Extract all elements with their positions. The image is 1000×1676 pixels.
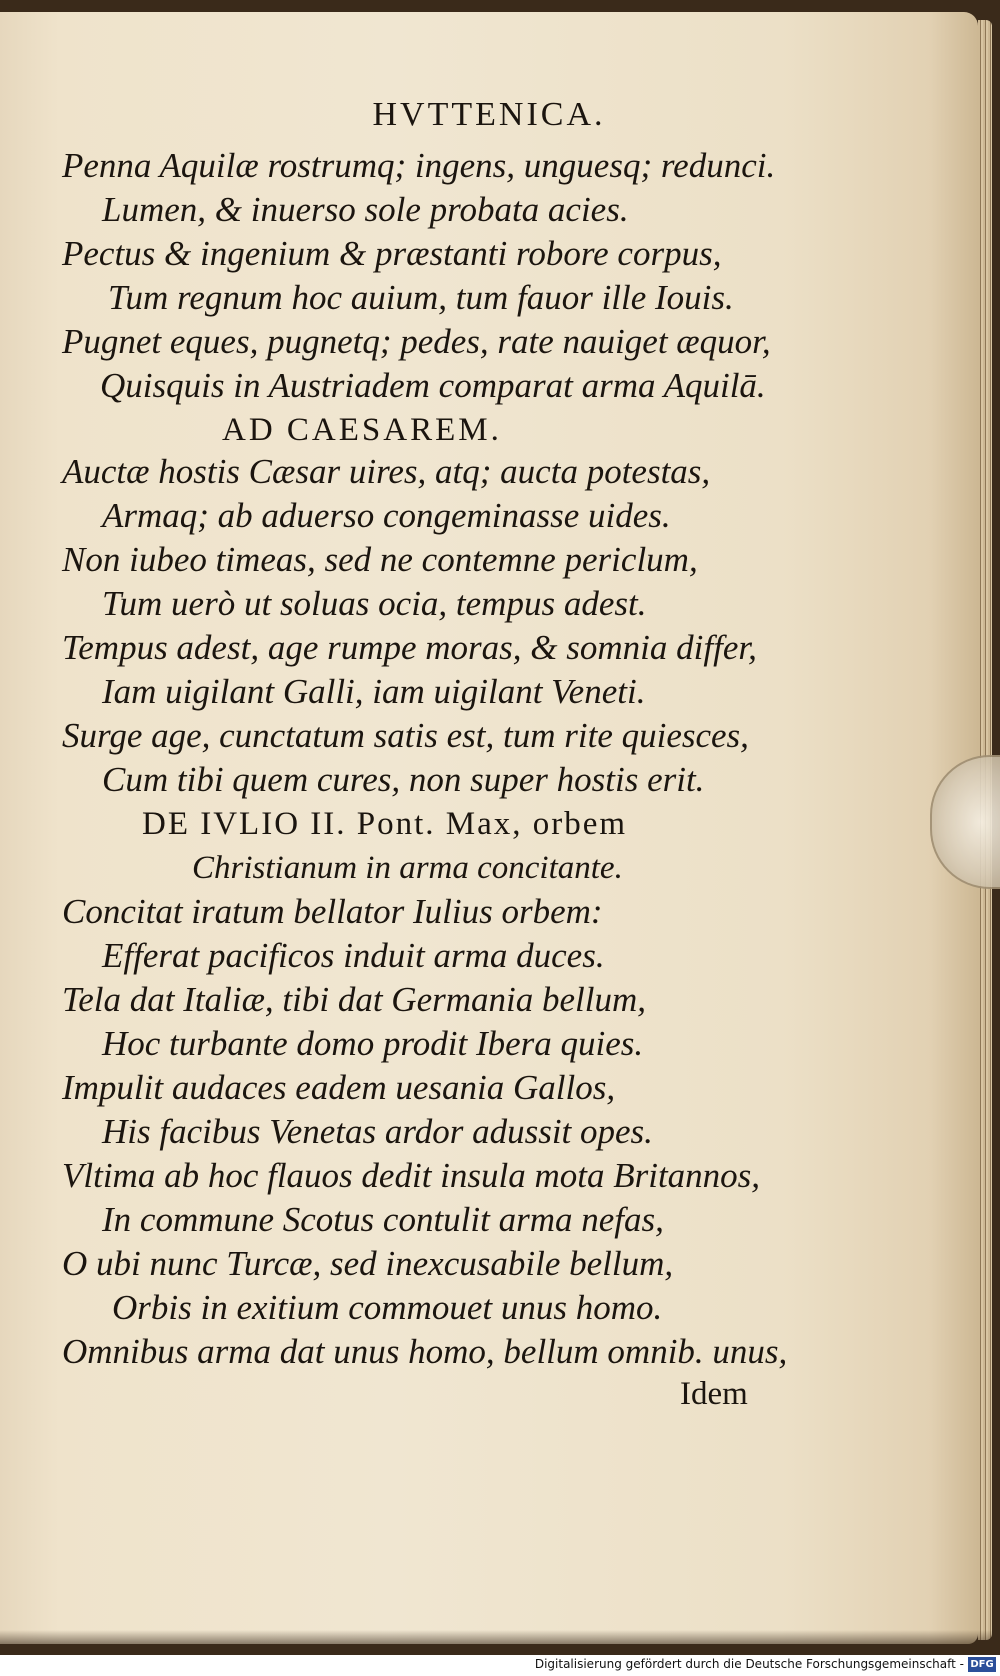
verse-line: Omnibus arma dat unus homo, bellum omnib. unus, xyxy=(62,1332,788,1371)
verse-line: Non iubeo timeas, sed ne contemne periclum, xyxy=(62,540,698,579)
verse-line: Pectus & ingenium & præstanti robore corpus, xyxy=(62,234,722,273)
section-heading: DE IVLIO II. Pont. Max, orbem xyxy=(142,806,628,842)
verse-line: Tela dat Italiæ, tibi dat Germania bellum, xyxy=(62,980,646,1019)
verse-line: Armaq; ab aduerso congeminasse uides. xyxy=(102,496,671,535)
verse-line: Vltima ab hoc flauos dedit insula mota Britannos, xyxy=(62,1156,761,1195)
verse-line: Lumen, & inuerso sole probata acies. xyxy=(102,190,629,229)
verse-line: His facibus Venetas ardor adussit opes. xyxy=(102,1112,653,1151)
funding-credit: Digitalisierung gefördert durch die Deutsche Forschungsgemeinschaft - xyxy=(534,1657,964,1671)
verse-line: Cum tibi quem cures, non super hostis erit. xyxy=(102,760,705,799)
verse-line: Pugnet eques, pugnetq; pedes, rate nauiget æquor, xyxy=(62,322,771,361)
verse-line: Efferat pacificos induit arma duces. xyxy=(102,936,605,975)
verse-line: Iam uigilant Galli, iam uigilant Veneti. xyxy=(102,672,646,711)
verse-line: Impulit audaces eadem uesania Gallos, xyxy=(62,1068,616,1107)
section-heading: AD CAESAREM. xyxy=(222,412,502,448)
verse-line: Tum regnum hoc auium, tum fauor ille Iouis. xyxy=(108,278,734,317)
verse-line: Concitat iratum bellator Iulius orbem: xyxy=(62,892,603,931)
section-subheading: Christianum in arma concitante. xyxy=(192,850,623,886)
verse-line: Orbis in exitium commouet unus homo. xyxy=(112,1288,663,1327)
verse-line: Tempus adest, age rumpe moras, & somnia differ, xyxy=(62,628,757,667)
verse-line: Quisquis in Austriadem comparat arma Aquilā. xyxy=(100,366,766,405)
verse-line: Hoc turbante domo prodit Ibera quies. xyxy=(102,1024,644,1063)
verse-line: Penna Aquilæ rostrumq; ingens, unguesq; redunci. xyxy=(62,146,776,185)
footer-bar xyxy=(0,1655,1000,1676)
verse-line: In commune Scotus contulit arma nefas, xyxy=(102,1200,664,1239)
verse-line: Tum uerò ut soluas ocia, tempus adest. xyxy=(102,584,647,623)
verse-line: Surge age, cunctatum satis est, tum rite quiesces, xyxy=(62,716,749,755)
catchword: Idem xyxy=(680,1376,748,1412)
dfg-logo: DFG xyxy=(968,1657,996,1672)
running-head: HVTTENICA. xyxy=(372,96,606,133)
verse-line: O ubi nunc Turcæ, sed inexcusabile bellum, xyxy=(62,1244,674,1283)
bottom-shadow xyxy=(0,1630,1000,1655)
verse-line: Auctæ hostis Cæsar uires, atq; aucta potestas, xyxy=(62,452,711,491)
